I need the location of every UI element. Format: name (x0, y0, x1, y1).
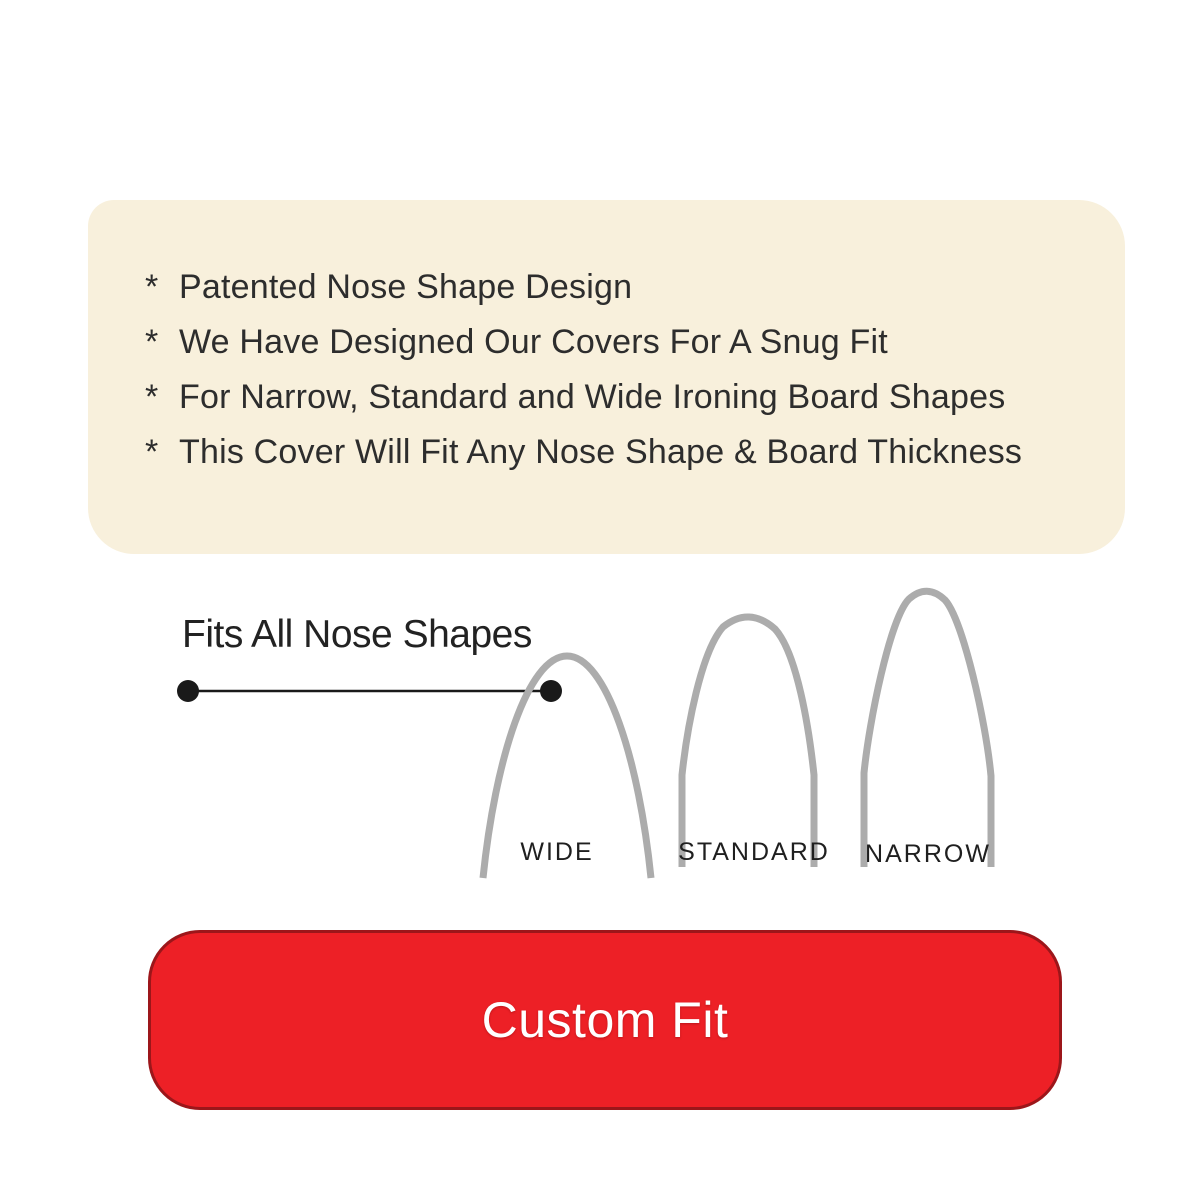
bullet-item (145, 323, 1085, 378)
custom-fit-label: Custom Fit (481, 992, 729, 1048)
nose-outline-standard (682, 617, 814, 867)
bullet-text: For Narrow, Standard and Wide Ironing Board Shapes (179, 378, 1006, 416)
bullet-text: We Have Designed Our Covers For A Snug Fit (179, 323, 888, 361)
nose-shapes-diagram (0, 570, 1200, 900)
bullet-item (145, 268, 1085, 323)
bullet-item (145, 433, 1085, 488)
bullet-marker: * (145, 268, 159, 306)
bullet-text: Patented Nose Shape Design (179, 268, 633, 306)
shape-label-narrow: NARROW (865, 840, 991, 868)
bullet-marker: * (145, 433, 159, 471)
feature-bullet-list (145, 268, 1085, 488)
diagram-caption: Fits All Nose Shapes (182, 613, 532, 656)
shape-label-wide: WIDE (520, 838, 594, 866)
bullet-item (145, 378, 1085, 433)
callout-dot-right (540, 680, 562, 702)
nose-outline-narrow (864, 591, 991, 867)
bullet-marker: * (145, 323, 159, 361)
shape-label-standard: STANDARD (678, 838, 830, 866)
callout-dot-left (177, 680, 199, 702)
bullet-marker: * (145, 378, 159, 416)
custom-fit-banner (148, 930, 1062, 1110)
bullet-text: This Cover Will Fit Any Nose Shape & Board Thickness (179, 433, 1023, 471)
